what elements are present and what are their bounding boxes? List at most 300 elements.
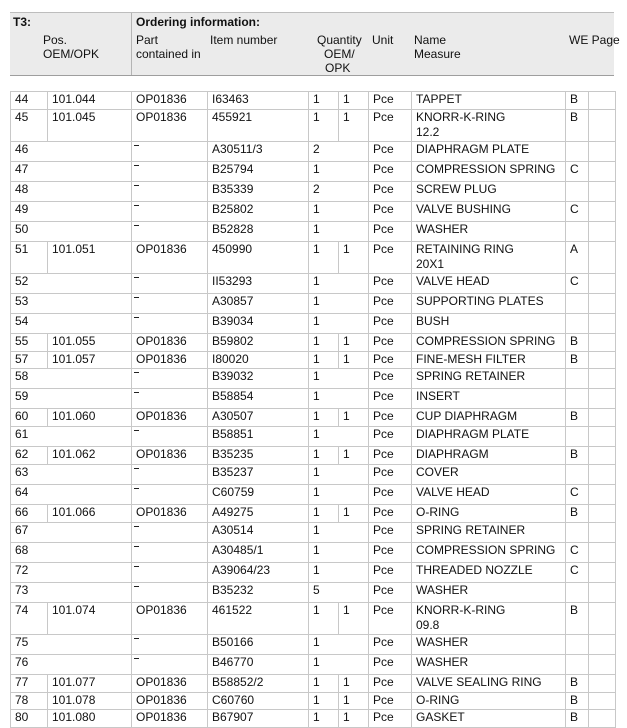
- page: [589, 141, 616, 161]
- part-name: SPRING RETAINER: [416, 369, 565, 384]
- unit: Pce: [369, 241, 412, 273]
- page: [589, 464, 616, 484]
- page: [589, 484, 616, 504]
- item-number: B35235: [208, 447, 309, 465]
- item-number: 450990: [208, 241, 309, 273]
- pos-oem-opk: 101.044: [48, 92, 132, 110]
- name-measure: [412, 504, 566, 522]
- dash-mark: [134, 430, 139, 431]
- item-number: B50166: [208, 634, 309, 654]
- part-contained-in: OP01836: [132, 333, 208, 351]
- item-number: C60760: [208, 692, 309, 710]
- name-measure: [412, 221, 566, 241]
- part-contained-in: OP01836: [132, 92, 208, 110]
- unit: Pce: [369, 654, 412, 674]
- row-number: 50: [11, 221, 132, 241]
- row-number: 51: [11, 241, 48, 273]
- table-row: [11, 161, 616, 181]
- unit: Pce: [369, 109, 412, 141]
- item-number: A30511/3: [208, 141, 309, 161]
- page: [589, 692, 616, 710]
- row-number: 44: [11, 92, 48, 110]
- page: [589, 447, 616, 465]
- dash-mark: [134, 566, 139, 567]
- part-name: VALVE BUSHING: [416, 202, 565, 217]
- table-header: [10, 12, 614, 76]
- table-row: [11, 181, 616, 201]
- row-number: 72: [11, 562, 132, 582]
- name-measure: [412, 522, 566, 542]
- quantity: 1: [309, 293, 369, 313]
- row-number: 45: [11, 109, 48, 141]
- row-number: 68: [11, 542, 132, 562]
- part-name: COMPRESSION SPRING: [416, 162, 565, 177]
- row-number: 60: [11, 409, 48, 427]
- we-code: [566, 389, 589, 409]
- page: [589, 602, 616, 634]
- name-measure: [412, 92, 566, 110]
- dash-mark: [134, 165, 139, 166]
- we-code: B: [566, 504, 589, 522]
- row-number: 57: [11, 351, 48, 369]
- quantity-oem: 1: [309, 241, 339, 273]
- page: [589, 710, 616, 728]
- unit: Pce: [369, 634, 412, 654]
- item-number: A30485/1: [208, 542, 309, 562]
- page: [589, 504, 616, 522]
- table-row: [11, 710, 616, 728]
- quantity-oem: 1: [309, 351, 339, 369]
- pos-oem-opk: 101.060: [48, 409, 132, 427]
- page: [589, 241, 616, 273]
- col-header-pos-line1: Pos.: [43, 33, 67, 47]
- quantity-oem: 1: [309, 333, 339, 351]
- name-measure: [412, 464, 566, 484]
- page: [589, 654, 616, 674]
- we-code: [566, 522, 589, 542]
- table-row: [11, 109, 616, 141]
- part-contained-in: [132, 273, 208, 293]
- part-contained-in: [132, 654, 208, 674]
- we-code: B: [566, 351, 589, 369]
- part-name: COMPRESSION SPRING: [416, 543, 565, 558]
- part-contained-in: [132, 464, 208, 484]
- quantity-opk: 1: [339, 92, 369, 110]
- we-code: B: [566, 92, 589, 110]
- quantity: 1: [309, 273, 369, 293]
- name-measure: [412, 333, 566, 351]
- page: [589, 562, 616, 582]
- part-contained-in: [132, 141, 208, 161]
- we-code: B: [566, 447, 589, 465]
- quantity: 1: [309, 634, 369, 654]
- part-contained-in: OP01836: [132, 351, 208, 369]
- part-measure: 20X1: [416, 257, 565, 272]
- row-number: 73: [11, 582, 132, 602]
- we-code: [566, 293, 589, 313]
- unit: Pce: [369, 522, 412, 542]
- part-name: KNORR-K-RING: [416, 603, 565, 618]
- we-code: [566, 582, 589, 602]
- dash-mark: [134, 185, 139, 186]
- table-row: [11, 333, 616, 351]
- part-contained-in: [132, 542, 208, 562]
- pos-oem-opk: 101.066: [48, 504, 132, 522]
- dash-mark: [134, 488, 139, 489]
- page: [589, 293, 616, 313]
- table-row: [11, 273, 616, 293]
- row-number: 62: [11, 447, 48, 465]
- item-number: I63463: [208, 92, 309, 110]
- unit: Pce: [369, 582, 412, 602]
- row-number: 46: [11, 141, 132, 161]
- quantity: 1: [309, 464, 369, 484]
- we-code: B: [566, 710, 589, 728]
- item-number: B39032: [208, 369, 309, 389]
- name-measure: [412, 484, 566, 504]
- table-row: [11, 674, 616, 692]
- we-code: B: [566, 692, 589, 710]
- we-code: [566, 369, 589, 389]
- page: [589, 92, 616, 110]
- row-number: 55: [11, 333, 48, 351]
- name-measure: [412, 654, 566, 674]
- unit: Pce: [369, 562, 412, 582]
- unit: Pce: [369, 141, 412, 161]
- table-row: [11, 293, 616, 313]
- ordering-info-title: Ordering information:: [136, 15, 260, 29]
- item-number: B52828: [208, 221, 309, 241]
- unit: Pce: [369, 221, 412, 241]
- item-number: C60759: [208, 484, 309, 504]
- row-number: 75: [11, 634, 132, 654]
- part-contained-in: [132, 522, 208, 542]
- part-contained-in: [132, 293, 208, 313]
- unit: Pce: [369, 710, 412, 728]
- we-code: [566, 181, 589, 201]
- row-number: 63: [11, 464, 132, 484]
- part-name: KNORR-K-RING: [416, 110, 565, 125]
- part-name: DIAPHRAGM PLATE: [416, 427, 565, 442]
- we-code: A: [566, 241, 589, 273]
- part-contained-in: [132, 562, 208, 582]
- part-contained-in: OP01836: [132, 504, 208, 522]
- unit: Pce: [369, 674, 412, 692]
- quantity: 1: [309, 522, 369, 542]
- part-contained-in: [132, 389, 208, 409]
- quantity: 1: [309, 427, 369, 447]
- table-row: [11, 141, 616, 161]
- we-code: B: [566, 602, 589, 634]
- table-row: [11, 602, 616, 634]
- dash-mark: [134, 277, 139, 278]
- part-contained-in: [132, 484, 208, 504]
- quantity-opk: 1: [339, 109, 369, 141]
- item-number: B35232: [208, 582, 309, 602]
- quantity-oem: 1: [309, 109, 339, 141]
- item-number: A39064/23: [208, 562, 309, 582]
- page: [589, 351, 616, 369]
- row-number: 52: [11, 273, 132, 293]
- item-number: B58851: [208, 427, 309, 447]
- part-contained-in: [132, 313, 208, 333]
- table-row: [11, 562, 616, 582]
- unit: Pce: [369, 542, 412, 562]
- quantity-opk: 1: [339, 504, 369, 522]
- part-name: SCREW PLUG: [416, 182, 565, 197]
- part-contained-in: OP01836: [132, 674, 208, 692]
- row-number: 80: [11, 710, 48, 728]
- table-row: [11, 409, 616, 427]
- row-number: 54: [11, 313, 132, 333]
- row-number: 58: [11, 369, 132, 389]
- table-row: [11, 92, 616, 110]
- row-number: 64: [11, 484, 132, 504]
- item-number: A49275: [208, 504, 309, 522]
- we-code: C: [566, 201, 589, 221]
- item-number: 455921: [208, 109, 309, 141]
- section-label: T3:: [13, 15, 31, 29]
- item-number: B25794: [208, 161, 309, 181]
- unit: Pce: [369, 161, 412, 181]
- unit: Pce: [369, 504, 412, 522]
- quantity: 1: [309, 369, 369, 389]
- item-number: B46770: [208, 654, 309, 674]
- item-number: A30857: [208, 293, 309, 313]
- name-measure: [412, 313, 566, 333]
- name-measure: [412, 273, 566, 293]
- page: [589, 389, 616, 409]
- part-name: VALVE HEAD: [416, 274, 565, 289]
- name-measure: [412, 447, 566, 465]
- page: [589, 674, 616, 692]
- quantity: 2: [309, 181, 369, 201]
- quantity-oem: 1: [309, 692, 339, 710]
- page: [589, 161, 616, 181]
- we-code: B: [566, 109, 589, 141]
- page: [589, 333, 616, 351]
- page: [589, 221, 616, 241]
- col-header-we-page: WE Page: [569, 33, 620, 47]
- col-header-pos-line2: OEM/OPK: [43, 47, 99, 61]
- part-name: CUP DIAPHRAGM: [416, 409, 565, 424]
- quantity-oem: 1: [309, 710, 339, 728]
- table-row: [11, 351, 616, 369]
- part-name: WASHER: [416, 222, 565, 237]
- name-measure: [412, 389, 566, 409]
- row-number: 77: [11, 674, 48, 692]
- quantity: 1: [309, 484, 369, 504]
- unit: Pce: [369, 273, 412, 293]
- we-code: C: [566, 562, 589, 582]
- pos-oem-opk: 101.077: [48, 674, 132, 692]
- pos-oem-opk: 101.074: [48, 602, 132, 634]
- row-number: 53: [11, 293, 132, 313]
- part-measure: 12.2: [416, 125, 565, 140]
- item-number: A30514: [208, 522, 309, 542]
- we-code: [566, 464, 589, 484]
- we-code: B: [566, 333, 589, 351]
- table-row: [11, 389, 616, 409]
- part-name: SUPPORTING PLATES: [416, 294, 565, 309]
- we-code: [566, 221, 589, 241]
- quantity-oem: 1: [309, 92, 339, 110]
- table-row: [11, 542, 616, 562]
- name-measure: [412, 409, 566, 427]
- col-header-qty-line2: OEM/: [324, 47, 355, 61]
- unit: Pce: [369, 181, 412, 201]
- table-row: [11, 241, 616, 273]
- unit: Pce: [369, 333, 412, 351]
- unit: Pce: [369, 351, 412, 369]
- page: [589, 582, 616, 602]
- col-header-qty-line1: Quantity: [317, 33, 362, 47]
- part-name: FINE-MESH FILTER: [416, 352, 565, 367]
- unit: Pce: [369, 464, 412, 484]
- item-number: B59802: [208, 333, 309, 351]
- part-contained-in: [132, 427, 208, 447]
- dash-mark: [134, 526, 139, 527]
- item-number: 461522: [208, 602, 309, 634]
- table-row: [11, 582, 616, 602]
- row-number: 61: [11, 427, 132, 447]
- unit: Pce: [369, 484, 412, 504]
- row-number: 74: [11, 602, 48, 634]
- dash-mark: [134, 468, 139, 469]
- unit: Pce: [369, 447, 412, 465]
- part-name: VALVE HEAD: [416, 485, 565, 500]
- col-header-unit: Unit: [372, 33, 393, 47]
- quantity: 1: [309, 313, 369, 333]
- part-name: O-RING: [416, 505, 565, 520]
- unit: Pce: [369, 409, 412, 427]
- name-measure: [412, 181, 566, 201]
- we-code: B: [566, 409, 589, 427]
- table-row: [11, 427, 616, 447]
- page: [589, 201, 616, 221]
- row-number: 59: [11, 389, 132, 409]
- part-name: COMPRESSION SPRING: [416, 334, 565, 349]
- part-name: BUSH: [416, 314, 565, 329]
- part-contained-in: [132, 582, 208, 602]
- name-measure: [412, 141, 566, 161]
- table-row: [11, 201, 616, 221]
- page: [589, 181, 616, 201]
- page: [589, 409, 616, 427]
- quantity-opk: 1: [339, 692, 369, 710]
- part-contained-in: OP01836: [132, 109, 208, 141]
- quantity-opk: 1: [339, 447, 369, 465]
- quantity-oem: 1: [309, 504, 339, 522]
- quantity-opk: 1: [339, 409, 369, 427]
- dash-mark: [134, 392, 139, 393]
- part-contained-in: [132, 369, 208, 389]
- page: [589, 634, 616, 654]
- item-number: B35339: [208, 181, 309, 201]
- table-row: [11, 447, 616, 465]
- dash-mark: [134, 205, 139, 206]
- we-code: [566, 654, 589, 674]
- pos-oem-opk: 101.057: [48, 351, 132, 369]
- quantity-oem: 1: [309, 674, 339, 692]
- page: [589, 369, 616, 389]
- table-row: [11, 692, 616, 710]
- dash-mark: [134, 658, 139, 659]
- item-number: B25802: [208, 201, 309, 221]
- part-contained-in: [132, 221, 208, 241]
- quantity-oem: 1: [309, 409, 339, 427]
- name-measure: [412, 109, 566, 141]
- dash-mark: [134, 586, 139, 587]
- part-name: TAPPET: [416, 92, 565, 107]
- part-contained-in: OP01836: [132, 409, 208, 427]
- quantity: 5: [309, 582, 369, 602]
- unit: Pce: [369, 427, 412, 447]
- table-row: [11, 484, 616, 504]
- row-number: 47: [11, 161, 132, 181]
- page: [589, 427, 616, 447]
- unit: Pce: [369, 92, 412, 110]
- dash-mark: [134, 225, 139, 226]
- part-name: THREADED NOZZLE: [416, 563, 565, 578]
- unit: Pce: [369, 389, 412, 409]
- item-number: A30507: [208, 409, 309, 427]
- we-code: C: [566, 161, 589, 181]
- col-header-name-line2: Measure: [414, 47, 461, 61]
- row-number: 76: [11, 654, 132, 674]
- item-number: I80020: [208, 351, 309, 369]
- col-header-qty-line3: OPK: [325, 61, 350, 75]
- name-measure: [412, 582, 566, 602]
- item-number: B67907: [208, 710, 309, 728]
- name-measure: [412, 161, 566, 181]
- part-name: INSERT: [416, 389, 565, 404]
- name-measure: [412, 542, 566, 562]
- part-name: RETAINING RING: [416, 242, 565, 257]
- unit: Pce: [369, 293, 412, 313]
- quantity-opk: 1: [339, 602, 369, 634]
- part-contained-in: [132, 634, 208, 654]
- item-number: B58854: [208, 389, 309, 409]
- quantity-opk: 1: [339, 351, 369, 369]
- dash-mark: [134, 317, 139, 318]
- table-row: [11, 522, 616, 542]
- table-row: [11, 654, 616, 674]
- we-code: [566, 634, 589, 654]
- quantity: 1: [309, 562, 369, 582]
- part-contained-in: OP01836: [132, 710, 208, 728]
- unit: Pce: [369, 602, 412, 634]
- quantity: 2: [309, 141, 369, 161]
- part-name: O-RING: [416, 693, 565, 708]
- header-divider: [131, 13, 132, 75]
- name-measure: [412, 692, 566, 710]
- quantity-opk: 1: [339, 674, 369, 692]
- part-contained-in: [132, 201, 208, 221]
- part-contained-in: OP01836: [132, 447, 208, 465]
- part-contained-in: [132, 181, 208, 201]
- name-measure: [412, 710, 566, 728]
- quantity: 1: [309, 161, 369, 181]
- we-code: C: [566, 484, 589, 504]
- quantity: 1: [309, 201, 369, 221]
- name-measure: [412, 293, 566, 313]
- item-number: B58852/2: [208, 674, 309, 692]
- quantity: 1: [309, 221, 369, 241]
- quantity-oem: 1: [309, 447, 339, 465]
- table-row: [11, 634, 616, 654]
- unit: Pce: [369, 313, 412, 333]
